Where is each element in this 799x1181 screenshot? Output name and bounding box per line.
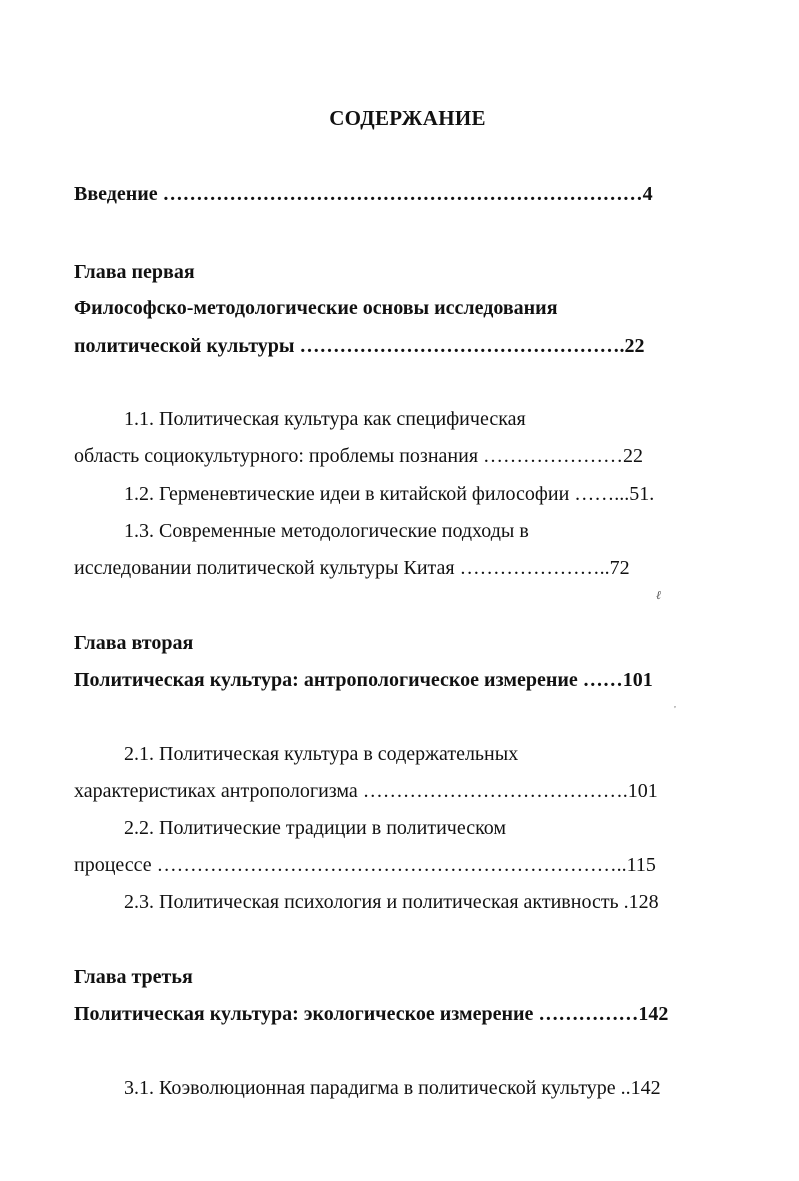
scan-speck: ℓ — [656, 588, 661, 602]
section-3-1[interactable]: 3.1. Коэволюционная парадигма в политической культуре ..142 — [124, 1077, 661, 1099]
section-1-3-line-2[interactable]: исследовании политической культуры Китая …………………..72 — [74, 557, 630, 579]
chapter-1-title-line-1[interactable]: Философско-методологические основы исследования — [74, 297, 558, 319]
chapter-3-title[interactable]: Политическая культура: экологическое измерение ……………142 — [74, 1003, 669, 1025]
section-1-2[interactable]: 1.2. Герменевтические идеи в китайской философии ……...51. — [124, 483, 655, 505]
section-1-3-line-1[interactable]: 1.3. Современные методологические подходы в — [124, 520, 529, 542]
section-1-1-line-1[interactable]: 1.1. Политическая культура как специфическая — [124, 408, 526, 430]
chapter-2-title[interactable]: Политическая культура: антропологическое измерение ……101 — [74, 669, 653, 691]
toc-intro[interactable]: Введение ………………………………………………………………4 — [74, 183, 653, 205]
section-1-1-line-2[interactable]: область социокультурного: проблемы познания …………………22 — [74, 445, 644, 467]
chapter-1-label: Глава первая — [74, 261, 195, 283]
chapter-3-label: Глава третья — [74, 966, 193, 988]
section-2-2-line-1[interactable]: 2.2. Политические традиции в политическом — [124, 817, 507, 839]
section-2-2-line-2[interactable]: процессе ……………………………………………………………..115 — [74, 854, 656, 876]
section-2-3[interactable]: 2.3. Политическая психология и политическая активность .128 — [124, 891, 659, 913]
scan-speck: , — [674, 700, 676, 709]
page-title: СОДЕРЖАНИЕ — [329, 106, 486, 130]
chapter-1-title-line-2[interactable]: политической культуры ………………………………………….22 — [74, 335, 645, 357]
chapter-2-label: Глава вторая — [74, 632, 194, 654]
section-2-1-line-2[interactable]: характеристиках антропологизма ………………………………….101 — [74, 780, 658, 802]
section-2-1-line-1[interactable]: 2.1. Политическая культура в содержательных — [124, 743, 519, 765]
